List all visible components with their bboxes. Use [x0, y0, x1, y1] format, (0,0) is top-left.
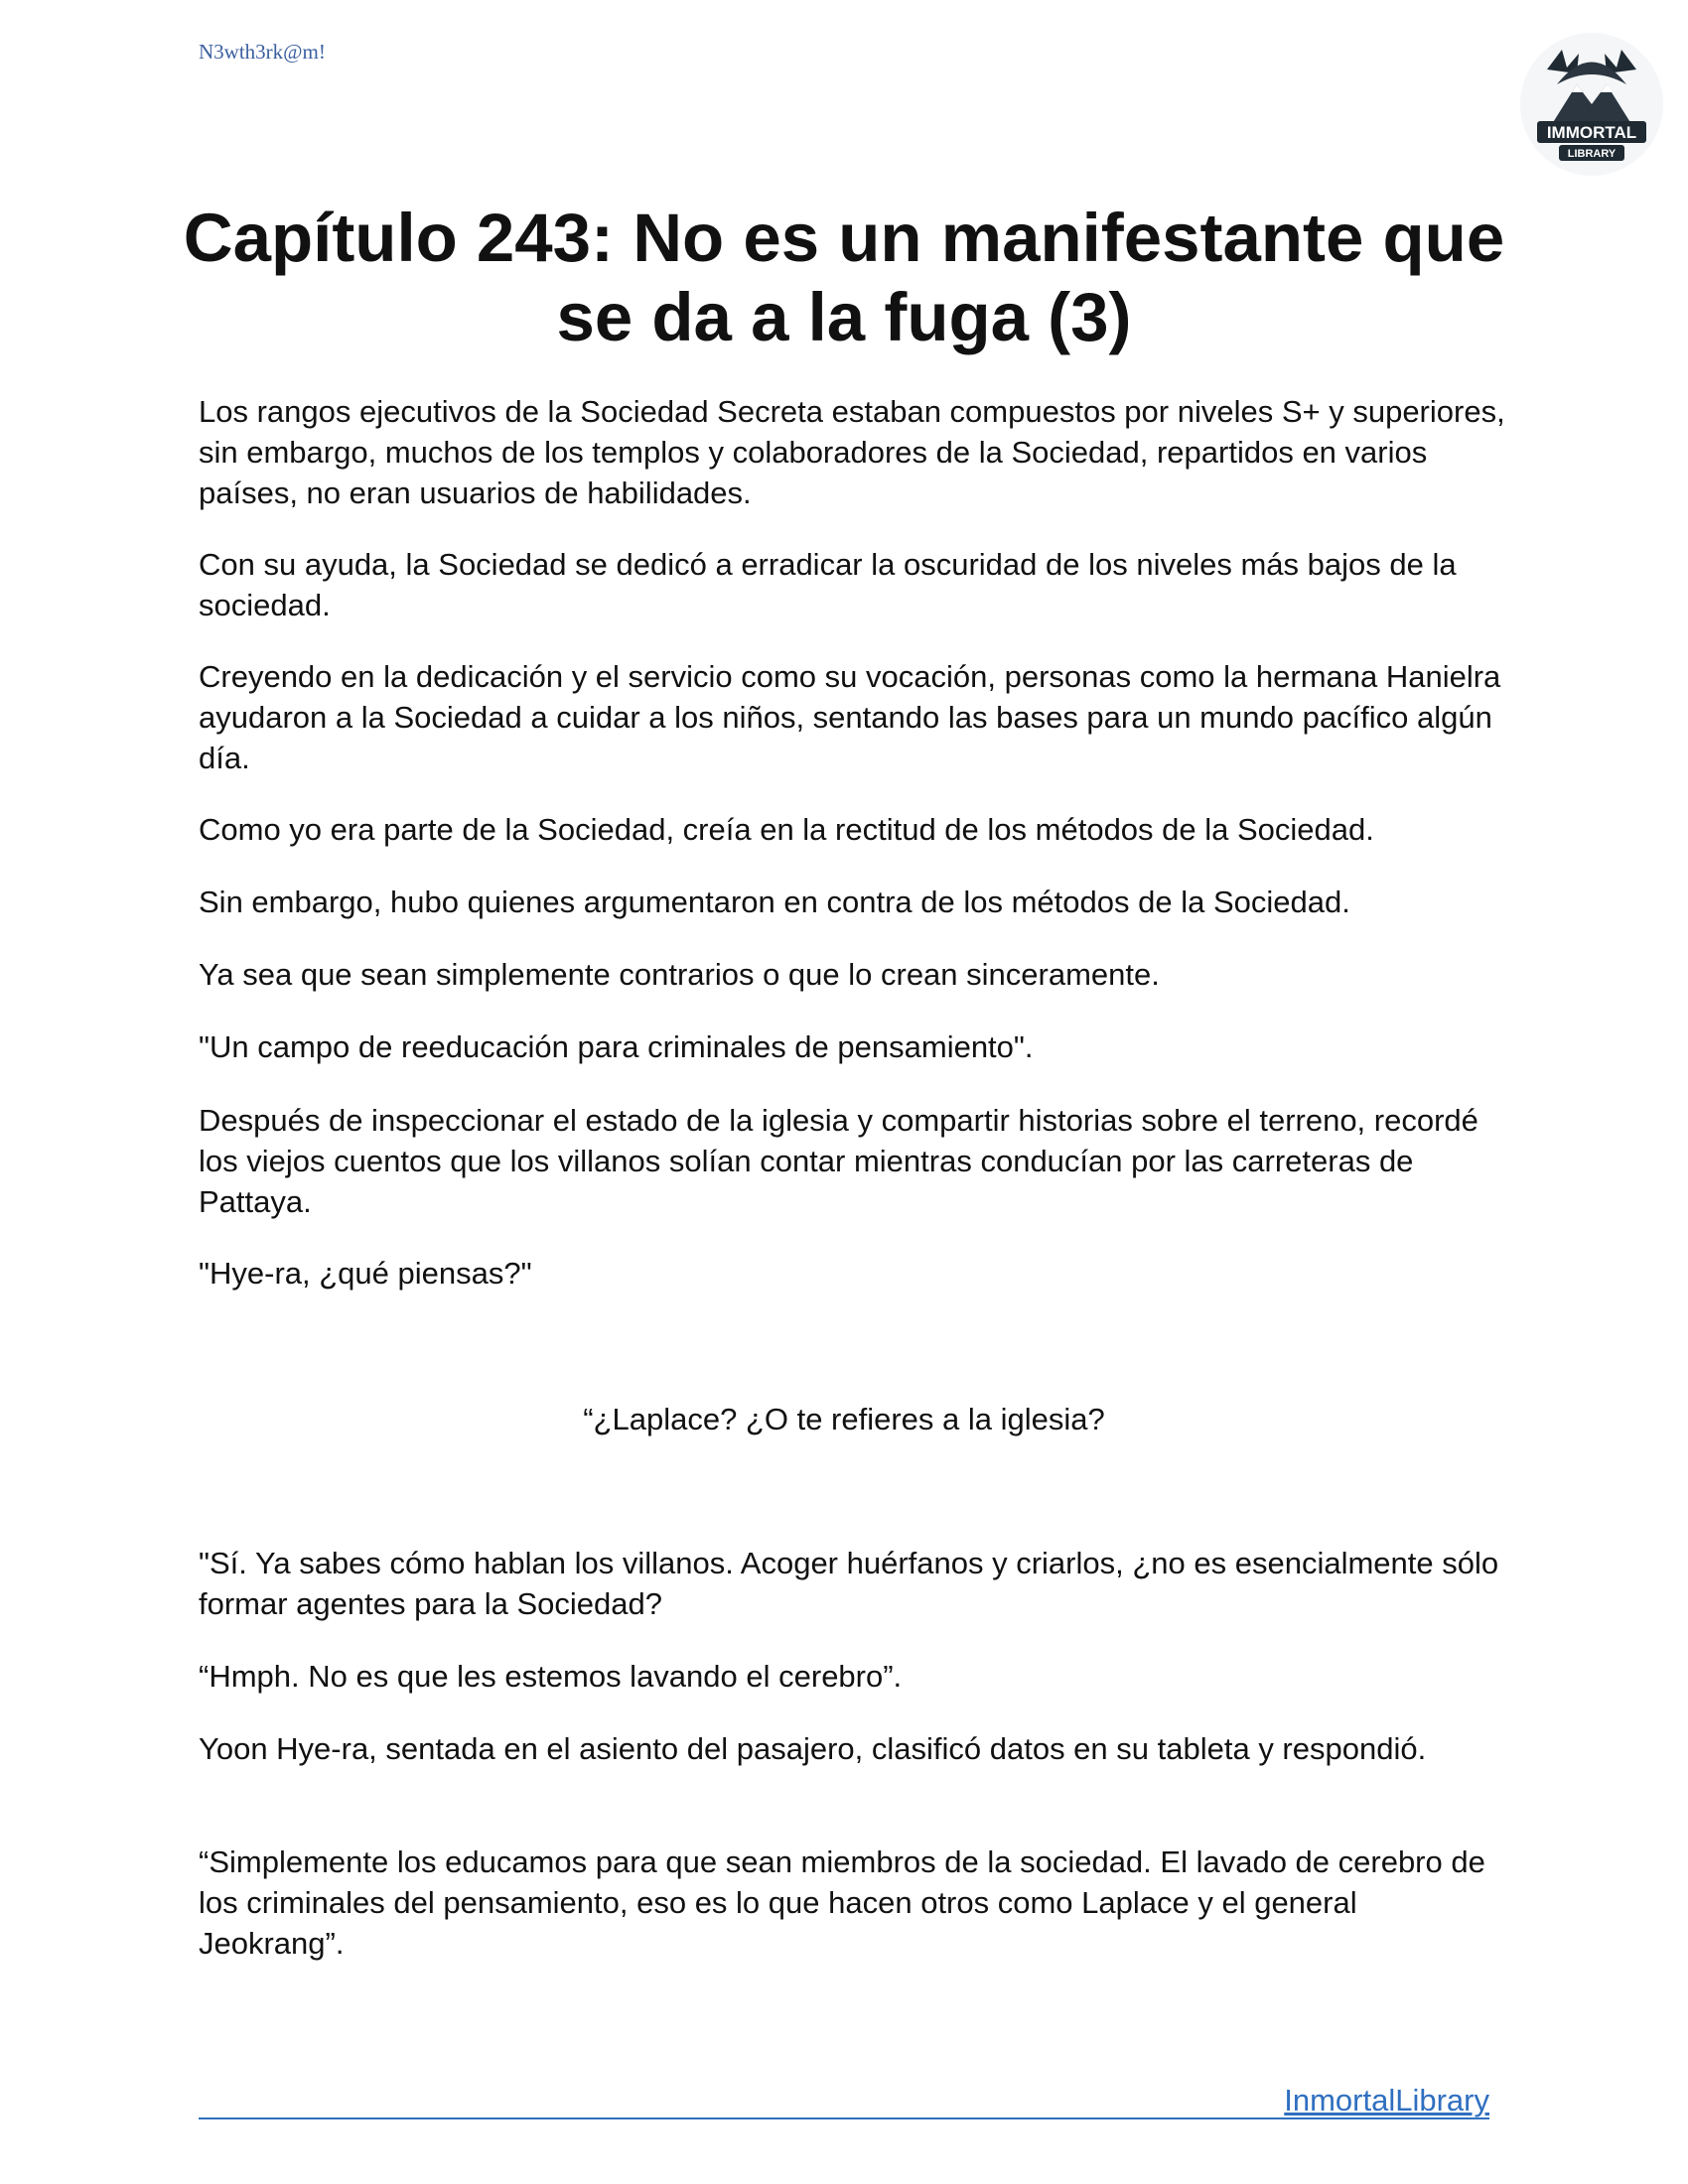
paragraph: “Hmph. No es que les estemos lavando el cerebro”.	[199, 1659, 903, 1694]
paragraph: Creyendo en la dedicación y el servicio como su vocación, personas como la hermana Hanielra ayudaron a la Sociedad a cuidar a los niños, sentando las bases para un mundo pacífico algún día.	[199, 659, 1501, 775]
centered-paragraph: “¿Laplace? ¿O te refieres a la iglesia?	[583, 1402, 1105, 1436]
paragraph: Como yo era parte de la Sociedad, creía en la rectitud de los métodos de la Sociedad.	[199, 812, 1374, 847]
chapter-title	[159, 199, 1529, 357]
paragraph: “Simplemente los educamos para que sean miembros de la sociedad. El lavado de cerebro de los criminales del pensamiento, eso es lo que hacen otros como Laplace y el general Jeokrang”.	[199, 1844, 1485, 1961]
chapter-title-line-1: Capítulo 243: No es un manifestante que	[183, 200, 1505, 276]
paragraph: "Hye-ra, ¿qué piensas?"	[199, 1256, 532, 1291]
paragraph: "Un campo de reeducación para criminales de pensamiento".	[199, 1029, 1034, 1064]
paragraph: Yoon Hye-ra, sentada en el asiento del pasajero, clasificó datos en su tableta y respondió.	[199, 1731, 1427, 1766]
chapter-title-line-2: se da a la fuga (3)	[556, 279, 1132, 355]
footer-link[interactable]: InmortalLibrary	[1284, 2083, 1489, 2117]
paragraph: Sin embargo, hubo quienes argumentaron en contra de los métodos de la Sociedad.	[199, 885, 1350, 919]
paragraph: Ya sea que sean simplemente contrarios o que lo crean sinceramente.	[199, 957, 1160, 992]
paragraph: Los rangos ejecutivos de la Sociedad Secreta estaban compuestos por niveles S+ y superiores, sin embargo, muchos de los templos y colaboradores de la Sociedad, repartidos en varios países, no eran usuarios de habilidades.	[199, 394, 1505, 510]
paragraph: Después de inspeccionar el estado de la iglesia y compartir historias sobre el terreno, recordé los viejos cuentos que los villanos solían contar mientras conducían por las carreteras de Pattaya.	[199, 1103, 1478, 1219]
paragraph: Con su ayuda, la Sociedad se dedicó a erradicar la oscuridad de los niveles más bajos de la sociedad.	[199, 547, 1457, 622]
paragraph: "Sí. Ya sabes cómo hablan los villanos. Acoger huérfanos y criarlos, ¿no es esencialmente sólo formar agentes para la Sociedad?	[199, 1546, 1499, 1621]
logo-text-bottom: LIBRARY	[1567, 148, 1617, 160]
watermark: N3wth3rk@m!	[199, 40, 326, 64]
logo-text-top: IMMORTAL	[1546, 123, 1637, 142]
immortal-library-logo	[1517, 30, 1666, 179]
